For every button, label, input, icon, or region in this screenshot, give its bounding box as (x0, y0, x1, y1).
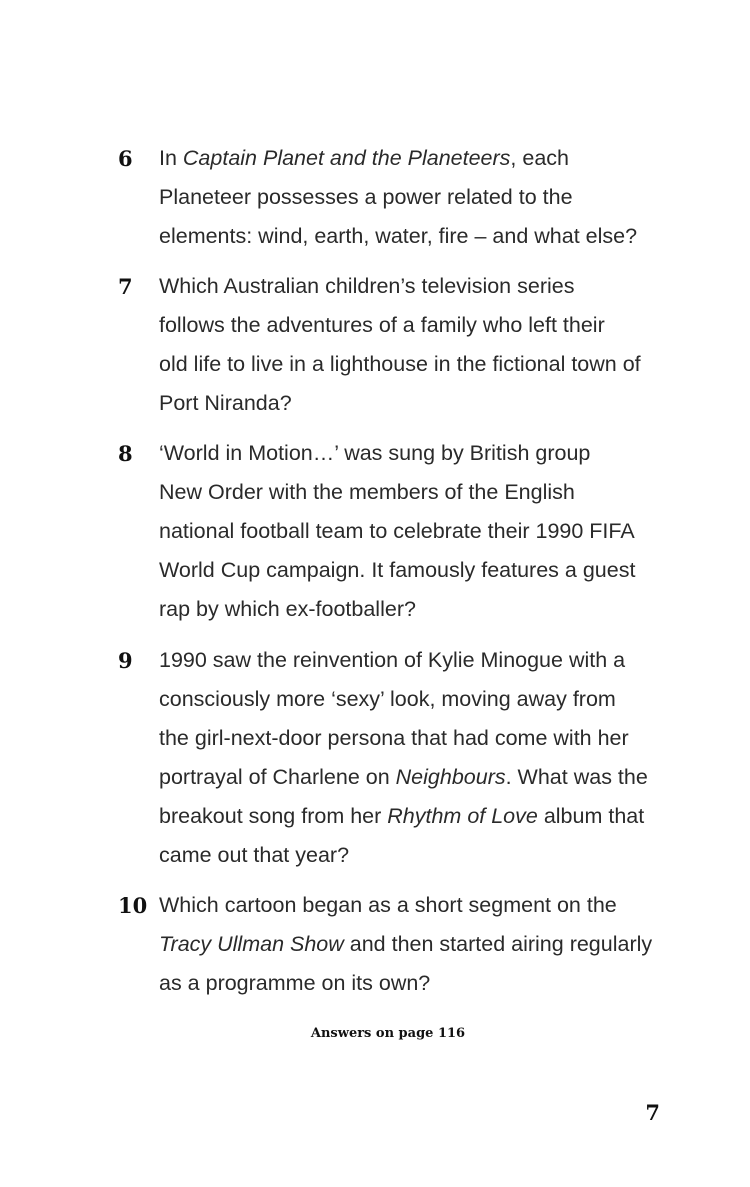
text-line: World Cup campaign. It famously features a guest (159, 558, 636, 582)
text-line: Which Australian children’s television series (159, 274, 575, 298)
text-line: Planeteer possesses a power related to the (159, 185, 573, 209)
question-number: 8 (118, 441, 133, 466)
question-number: 9 (118, 648, 133, 673)
show-title: Tracy Ullman Show (159, 932, 344, 956)
text-line: follows the adventures of a family who left their (159, 313, 605, 337)
question-text (159, 139, 674, 256)
text-line: New Order with the members of the English (159, 480, 575, 504)
question-text (159, 434, 674, 629)
text-line: Port Niranda? (159, 391, 292, 415)
text-line: 1990 saw the reinvention of Kylie Minogue with a (159, 648, 626, 672)
text-line: portrayal of Charlene on Neighbours. What was the (159, 765, 648, 789)
text-line: the girl-next-door persona that had come with her (159, 726, 629, 750)
page-number: 7 (645, 1100, 660, 1125)
text-line: came out that year? (159, 843, 350, 867)
text-line: ‘World in Motion…’ was sung by British group (159, 441, 591, 465)
answers-note: Answers on page 116 (310, 1026, 466, 1041)
text-line: breakout song from her Rhythm of Love album that (159, 804, 645, 828)
question-text (159, 267, 674, 423)
question-number: 7 (118, 274, 133, 299)
text-line: Which cartoon began as a short segment on the (159, 893, 617, 917)
show-title: Neighbours (395, 765, 506, 789)
question-text (159, 886, 674, 1003)
question-number: 10 (118, 893, 148, 918)
text-line: national football team to celebrate their 1990 FIFA (159, 519, 635, 543)
text-line: consciously more ‘sexy’ look, moving away from (159, 687, 616, 711)
question-number: 6 (118, 146, 133, 171)
question-text (159, 641, 674, 875)
album-title: Rhythm of Love (387, 804, 538, 828)
text-line: In Captain Planet and the Planeteers, each (159, 146, 569, 170)
show-title: Captain Planet and the Planeteers (182, 146, 511, 170)
text-line: rap by which ex-footballer? (159, 597, 416, 621)
text-line: elements: wind, earth, water, fire – and what else? (159, 224, 638, 248)
text-line: old life to live in a lighthouse in the fictional town of (159, 352, 641, 376)
text-line: Tracy Ullman Show and then started airing regularly (159, 932, 653, 956)
text-line: as a programme on its own? (159, 971, 431, 995)
